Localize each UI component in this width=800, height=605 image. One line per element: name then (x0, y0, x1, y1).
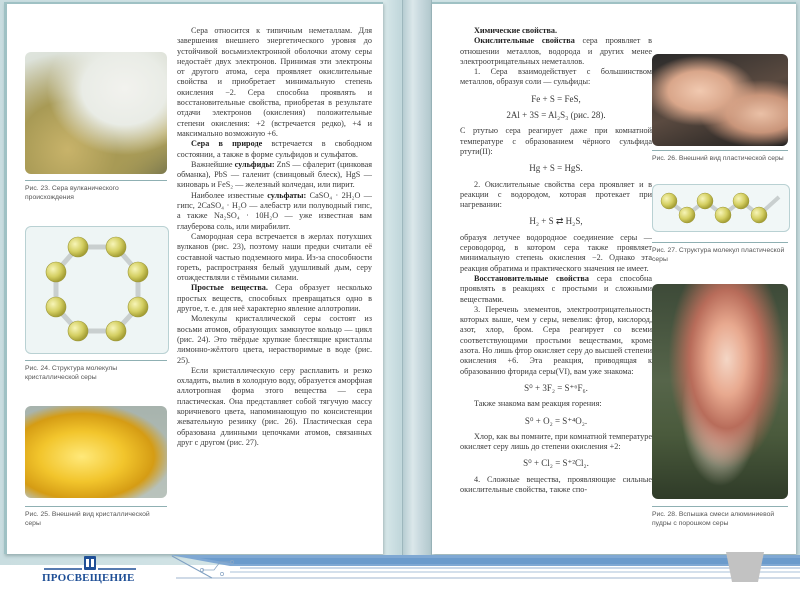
nav-tab-icon (726, 552, 764, 582)
simple-substances-text: Сера образует несколько простых веществ, способных превращаться одно в другое, т. е. для неё характерно явление аллотропии. (177, 283, 372, 314)
nature-paragraph (177, 139, 372, 160)
equation-fe-s: Fe + S = FeS, (531, 93, 581, 104)
figure-25-caption: Рис. 25. Внешний вид кристаллической серы (25, 506, 167, 528)
oxidizing-text: сера проявляет в отношении металлов, водорода и других менее электроотрицательных неметаллов. (460, 36, 652, 66)
figure-26-plastic-sulfur-photo (652, 54, 788, 146)
publisher-name: ПРОСВЕЩЕНИЕ (42, 572, 135, 584)
right-page-text (460, 26, 652, 495)
figure-28-flash-photo (652, 284, 788, 499)
item-2: 2. Окислительные свойства сера проявляет и в реакции с водородом, которая протекает при нагревании: (460, 179, 652, 210)
book-spine (402, 0, 432, 560)
plastic-sulfur-paragraph: Если кристаллическую серу расплавить и резко охладить, вылив в холодную воду, образуется аморфная аллотропная форма этого вещества — сера пластическая. Она представляет собой тягучую массу коричневого цвета, напоминающую по консистенции жевательную резинку (рис. 26). Пластическая сера образована длинными цепочками атомов, связанных друг с другом (рис. 27). (177, 365, 372, 447)
equation-hg-s: Hg + S = HgS. (529, 163, 583, 174)
sulfur-chain-molecule-icon (653, 185, 789, 231)
equation-s-cl2: S⁰ + Cl₂ = S⁺²Cl₂. (523, 458, 589, 469)
figure-23-volcanic-sulfur-photo (25, 52, 167, 174)
simple-substances-paragraph (177, 283, 372, 314)
reducing-paragraph (460, 274, 652, 305)
equation-al-s: 2Al + 3S = Al₂S₃ (рис. 28). (506, 110, 606, 121)
sulfates-heading: сульфаты: (267, 190, 307, 200)
mercury-paragraph: С ртутью сера реагирует даже при комнатной температуре с образованием чёрного сульфида ртути(II): (460, 126, 652, 156)
nature-text: встречается в свободном состоянии, а также в форме сульфидов и сульфатов. (177, 139, 372, 159)
crystal-sulfur-paragraph: Молекулы кристаллической серы состоят из восьми атомов, образующих замкнутое кольцо — цикл (рис. 24). Это твёрдые хрупкие блестящие кристаллы лимонно-жёлтого цвета, нерастворимые в воде (рис. 25). (177, 314, 372, 365)
combustion-paragraph: Также знакома вам реакция горения: (474, 399, 602, 409)
left-page (4, 2, 383, 554)
left-page-text (177, 26, 372, 448)
nature-heading: Сера в природе (191, 139, 263, 149)
native-sulfur-paragraph: Самородная сера встречается в жерлах потухших вулканов (рис. 23), поэтому наши предки считали её составной частью подземного мира. Из-за способности гореть, распространяя белый удушливый дым, серу отождествляли с тёмными силами. (177, 231, 372, 283)
sulfides-lead: Важнейшие (191, 159, 235, 169)
equation-s-f2: S⁰ + 3F₂ = S⁺⁶F₆. (524, 382, 588, 393)
intro-paragraph: Сера относится к типичным неметаллам. Для завершения внешнего энергетического уровня до устойчивой восьмиэлектронной оболочки атому серы недостаёт двух электронов. Принимая эти электроны от другого атома, сера проявляет окислительные свойства и приобретает минимальную степень окисления −2. Сера способна проявлять и восстановительные свойства, приобретая в результате отдачи электронов (окисления) положительные степени окисления: +2 (встречается редко), +4 и максимально возможную +6. (177, 26, 372, 138)
publisher-emblem-icon (42, 556, 138, 572)
h2s-paragraph: образуя летучее водородное соединение серы — сероводород, в котором сера также проявляет минимальную степень окисления −2. Однако эта реакция обратима и практического значения не имеет. (460, 232, 652, 273)
chemical-properties-heading: Химические свойства. (474, 26, 558, 35)
oxidizing-paragraph (460, 36, 652, 67)
figure-28-caption: Рис. 28. Вспышка смеси алюминиевой пудры с порошком серы (652, 506, 788, 528)
sulfates-paragraph (177, 191, 372, 232)
page-nav-tab[interactable] (726, 552, 764, 582)
figure-23-caption: Рис. 23. Сера вулканического происхождения (25, 180, 167, 202)
item-1: 1. Сера взаимодействует с большинством металлов, образуя соли — сульфиды: (460, 67, 652, 87)
equation-s-o2: S⁰ + O₂ = S⁺⁴O₂. (524, 415, 588, 426)
sulfates-lead: Наиболее известные (191, 190, 268, 200)
item-3: 3. Перечень элементов, электроотрицательность которых выше, чем у серы, невелик: фтор, кислород, азот, хлор, бром. Сера реагирует со всеми соответствующими простыми веществами, кроме азота. Но лишь фтор окисляет серу до высшей степени окисления +6. Эта реакция, приводящая к образованию фторида серы(VI), вам уже знакома: (460, 304, 652, 376)
figure-26-caption: Рис. 26. Внешний вид пластической серы (652, 150, 788, 164)
reducing-heading: Восстановительные свойства (474, 273, 589, 283)
sulfides-paragraph (177, 160, 372, 191)
sulfates-text: CaSO₄ · 2H₂O — гипс, 2CaSO₄ · H₂O — алебастр или полуводный гипс, а также Na₂SO₄ · 10H₂O — уже известная вам глауберова соль, или мирабилит. (177, 190, 372, 231)
reducing-text: сера способна проявлять в реакциях с простыми и сложными веществами. (460, 273, 652, 304)
item-4: 4. Сложные вещества, проявляющие сильные окислительные свойства, также спо- (460, 474, 652, 494)
oxidizing-heading: Окислительные свойства (474, 36, 575, 46)
figure-24-caption: Рис. 24. Структура молекулы кристаллической серы (25, 360, 167, 382)
chlorine-paragraph: Хлор, как вы помните, при комнатной температуре окисляет серу лишь до степени окисления +2: (460, 431, 652, 452)
equation-h2-s: H₂ + S ⇄ H₂S, (529, 216, 583, 227)
sulfides-heading: сульфиды: (234, 159, 275, 169)
s8-ring-molecule-icon (26, 227, 168, 353)
sulfides-text: ZnS — сфалерит (цинковая обманка), PbS — галенит (свинцовый блеск), HgS — киноварь и FeS₂ — железный колчедан, или пирит. (177, 159, 372, 190)
figure-24-s8-ring-diagram (25, 226, 169, 354)
figure-27-caption: Рис. 27. Структура молекул пластической серы (652, 242, 788, 264)
figure-27-chain-diagram (652, 184, 790, 232)
right-page (432, 2, 796, 554)
simple-substances-heading: Простые вещества. (191, 283, 268, 293)
figure-25-crystal-sulfur-photo (25, 406, 167, 498)
